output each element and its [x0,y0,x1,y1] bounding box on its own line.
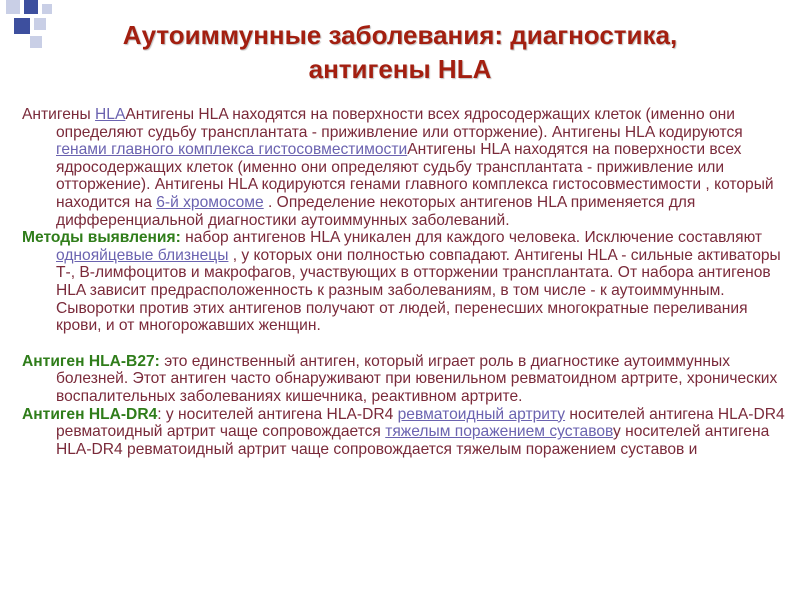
text: у носителей антигена HLA-DR4 ревматоидный артрит чаще сопровождается тяжелым поражением суставов и [56,423,770,458]
text: носителей антигена HLA-DR4 ревматоидный артрит чаще сопровождается [56,405,785,441]
text: . Определение некоторых антигенов HLA применяется для дифференциальной диагностики аутоиммунных заболеваний. [56,193,696,229]
paragraph-detection-methods [22,229,792,335]
decor-square [6,0,20,14]
link-rheumatoid-arthritis[interactable]: ревматоидный артриту [397,405,566,423]
link-hla[interactable]: HLA [95,106,126,123]
link-mhc-genes[interactable]: генами главного комплекса гистосовместимости [56,141,408,159]
text: Антигены HLA находятся на поверхности всех ядросодержащих клеток (именно они определяют судьбу трансплантата - приживление или отторжение). Антигены HLA кодируются [56,106,743,141]
text: это единственный антиген, который играет роль в диагностике аутоиммунных болезней. Этот антиген часто обнаруживают при ювенильном ревматоидном артрите, хронических воспалительных заболеваниях кишечника, реактивном артрите. [56,352,778,405]
text: Антигены HLA находятся на поверхности всех ядросодержащих клеток (именно они определяют судьбу трансплантата - приживление или отторжение). Антигены HLA кодируются генами главного комплекса гистосовместимости , который находится на [56,141,774,211]
link-identical-twins[interactable]: однояйцевые близнецы [56,246,229,264]
slide-title [0,18,800,86]
link-chromosome-6[interactable]: 6-й хромосоме [156,193,264,211]
label-hla-b27: Антиген HLA-B27: [22,352,160,370]
slide-body [22,106,792,458]
label-detection-methods: Методы выявления: [22,229,181,247]
paragraph-hla-intro [22,106,792,229]
decor-square [24,0,38,14]
decor-square [42,4,52,14]
title-line-1: Аутоиммунные заболевания: диагностика, [122,20,678,50]
label-hla-dr4: Антиген HLA-DR4 [22,405,158,423]
text: набор антигенов HLA уникален для каждого человека. Исключение составляют [180,229,763,247]
paragraph-hla-b27 [22,353,792,406]
text: : у носителей антигена HLA-DR4 [157,405,398,423]
paragraph-hla-dr4 [22,406,792,459]
text: , у которых они полностью совпадают. Антигены HLA - сильные активаторы Т-, В-лимфоцитов и макрофагов, участвующих в отторжении трансплантата. От набора антигенов HLA зависит предрасположенность к разным заболеваниям, в том числе - к аутоиммунным. Сыворотки против этих антигенов получают от людей, перенесших многократные переливания крови, и от многорожавших женщин. [56,246,781,335]
title-line-2: антигены HLA [308,54,492,84]
link-joint-damage[interactable]: тяжелым поражением суставов [385,423,613,441]
text: Антигены [22,106,96,123]
